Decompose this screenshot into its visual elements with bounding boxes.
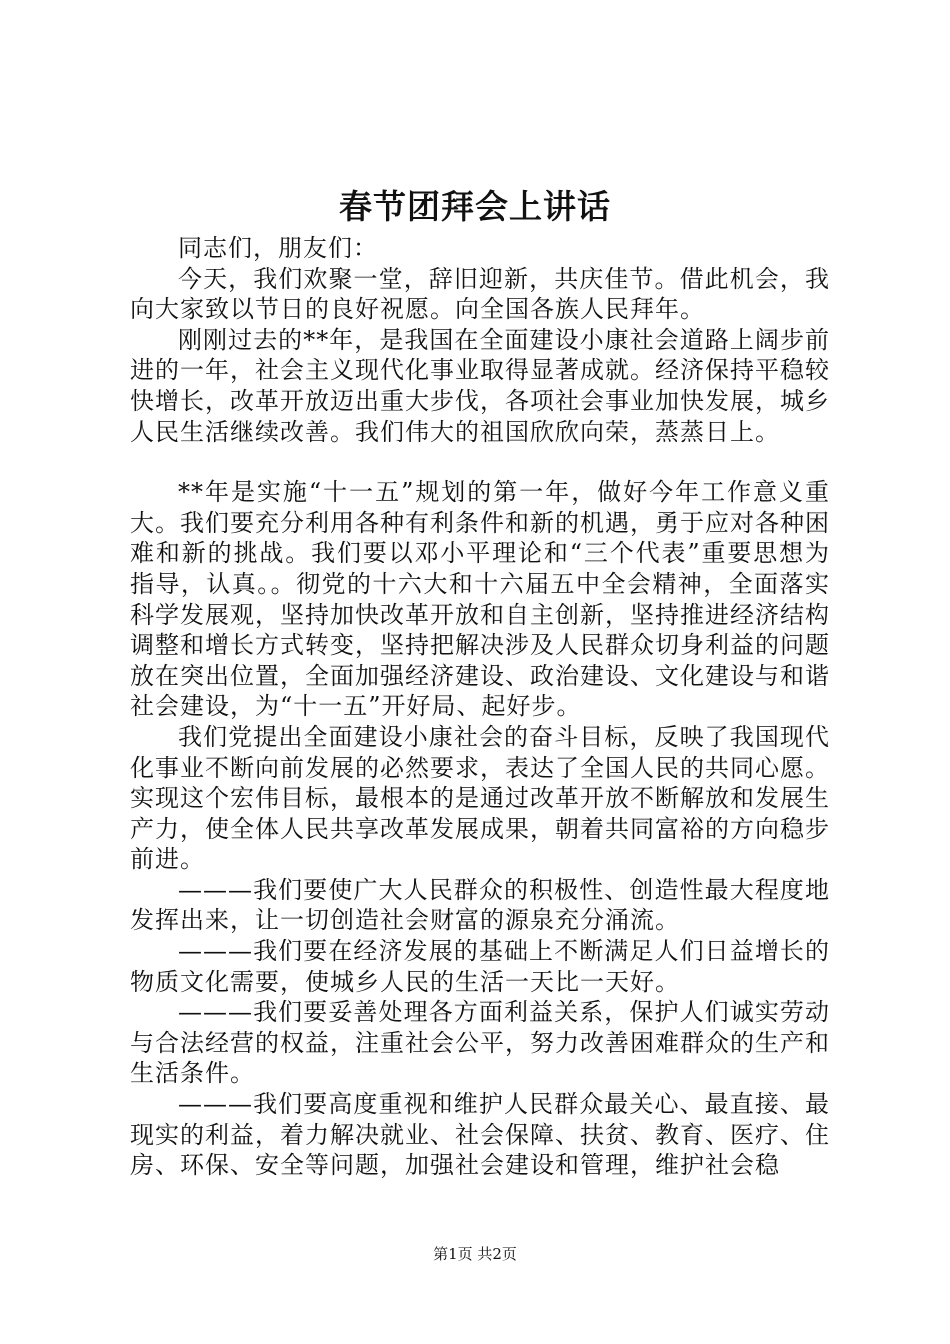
list-paragraph: ———我们要高度重视和维护人民群众最关心、最直接、最现实的利益，着力解决就业、社会保障、扶贫、教育、医疗、住房、环保、安全等问题，加强社会建设和管理，维护社会稳 [130,1090,830,1180]
document-body [130,233,830,1181]
list-paragraph: ———我们要在经济发展的基础上不断满足人们日益增长的物质文化需要，使城乡人民的生活一天比一天好。 [130,937,830,996]
body-paragraph: **年是实施“十一五”规划的第一年，做好今年工作意义重大。我们要充分利用各种有利条件和新的机遇，勇于应对各种困难和新的挑战。我们要以邓小平理论和“三个代表”重要思想为指导，认真。。彻党的十六大和十六届五中全会精神，全面落实科学发展观，坚持加快改革开放和自主创新，坚持推进经济结构调整和增长方式转变，坚持把解决涉及人民群众切身利益的问题放在突出位置，全面加强经济建设、政治建设、文化建设与和谐社会建设，为“十一五”开好局、起好步。 [130,478,830,721]
list-paragraph: ———我们要使广大人民群众的积极性、创造性最大程度地发挥出来，让一切创造社会财富的源泉充分涌流。 [130,875,830,935]
page-number-footer: 第1页 共2页 [433,1245,517,1263]
list-paragraph: ———我们要妥善处理各方面利益关系，保护人们诚实劳动与合法经营的权益，注重社会公平，努力改善困难群众的生产和生活条件。 [130,998,830,1088]
document-title: 春节团拜会上讲话 [339,187,611,226]
body-paragraph: 今天，我们欢聚一堂，辞旧迎新，共庆佳节。借此机会，我向大家致以节日的良好祝愿。向全国各族人民拜年。 [130,264,830,324]
salutation-paragraph: 同志们，朋友们： [178,234,378,262]
body-paragraph: 我们党提出全面建设小康社会的奋斗目标，反映了我国现代化事业不断向前发展的必然要求，表达了全国人民的共同心愿。实现这个宏伟目标，最根本的是通过改革开放不断解放和发展生产力，使全体人民共享改革发展成果，朝着共同富裕的方向稳步前进。 [130,722,830,874]
body-paragraph: 刚刚过去的**年，是我国在全面建设小康社会道路上阔步前进的一年，社会主义现代化事业取得显著成就。经济保持平稳较快增长，改革开放迈出重大步伐，各项社会事业加快发展，城乡人民生活继续改善。我们伟大的祖国欣欣向荣，蒸蒸日上。 [130,325,830,446]
